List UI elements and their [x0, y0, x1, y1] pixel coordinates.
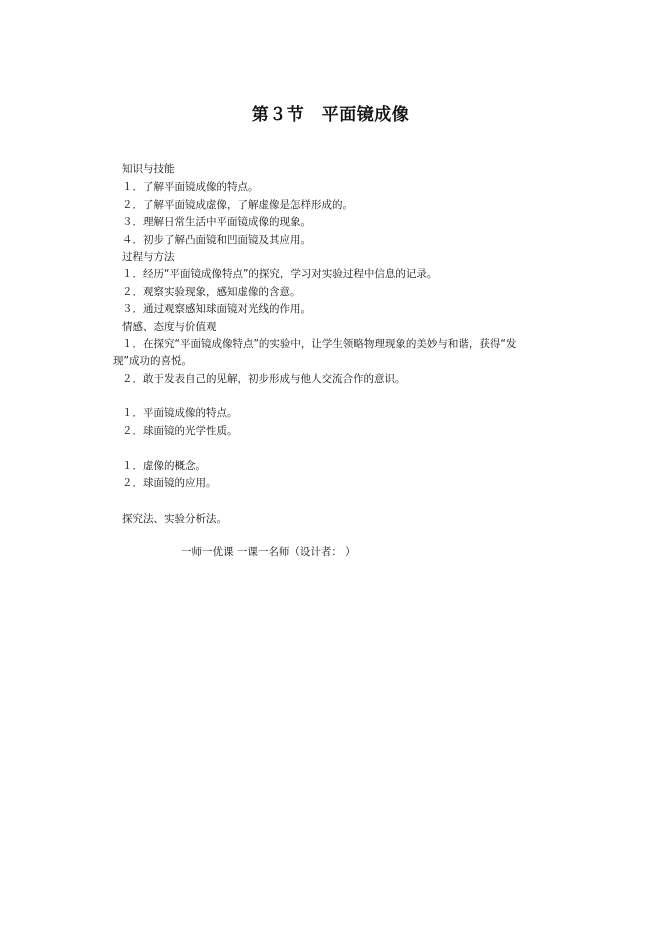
section-heading-process: 过程与方法 [122, 251, 175, 263]
footer-text: 一师一优课 一课一名师（设计者： ） [181, 546, 356, 558]
section-heading-attitude: 情感、态度与价值观 [122, 321, 217, 333]
page-title: 第３节 平面镜成像 [251, 105, 410, 125]
text-line: ２．敢于发表自己的见解，初步形成与他人交流合作的意识。 [122, 373, 406, 385]
difficulty-line: １．虚像的概念。 [122, 460, 206, 472]
text-line: ４．初步了解凸面镜和凹面镜及其应用。 [122, 234, 311, 246]
text-line: 现”成功的喜悦。 [113, 355, 192, 367]
key-point-line: １．平面镜成像的特点。 [122, 407, 238, 419]
text-line: ３．理解日常生活中平面镜成像的现象。 [122, 216, 311, 228]
text-line: １．经历“平面镜成像特点”的探究，学习对实验过程中信息的记录。 [122, 268, 438, 280]
key-point-line: ２．球面镜的光学性质。 [122, 425, 238, 437]
text-line: ３．通过观察感知球面镜对光线的作用。 [122, 303, 311, 315]
text-line: １．了解平面镜成像的特点。 [122, 181, 259, 193]
text-line: ２．观察实验现象，感知虚像的含意。 [122, 286, 301, 298]
method-line: 探究法、实验分析法。 [122, 513, 227, 525]
section-heading-knowledge: 知识与技能 [122, 163, 175, 175]
difficulty-line: ２．球面镜的应用。 [122, 477, 217, 489]
text-line: ２．了解平面镜成虚像，了解虚像是怎样形成的。 [122, 199, 353, 211]
text-line: １．在探究“平面镜成像特点”的实验中，让学生领略物理现象的美妙与和谐，获得“发 [122, 338, 517, 350]
